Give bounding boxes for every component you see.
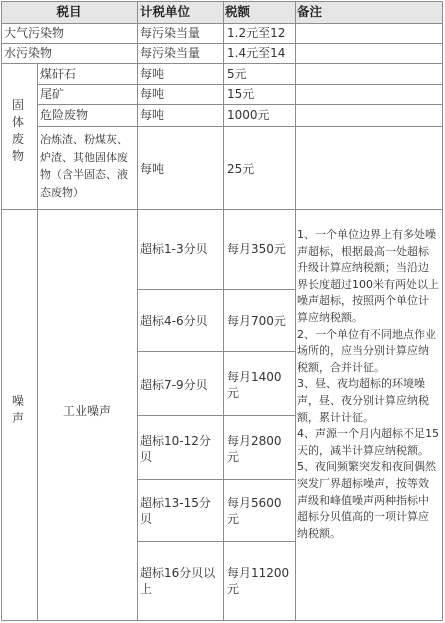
noise-remark: 5、夜间频繁突发和夜间偶然突发厂界超标噪声，按等效声级和峰值噪声两种指标中超标分贝值高的一项计算应纳税额。 [297, 460, 436, 540]
solid-waste-item-name: 冶炼渣、粉煤灰、炉渣、其他固体废物（含半固态、液态废物） [40, 133, 128, 199]
noise-level: 超标7-9分贝 [140, 378, 208, 392]
header-unit: 计税单位 [140, 4, 191, 19]
solid-waste-item-name: 煤矸石 [40, 67, 77, 81]
air-pollutant-amount: 1.2元至12 [227, 26, 286, 40]
solid-waste-item-name: 危险废物 [40, 108, 89, 122]
water-pollutant-amount: 1.4元至14 [227, 46, 286, 60]
industrial-noise-label: 工业噪声 [62, 404, 111, 418]
solid-waste-item-amount: 15元 [227, 87, 255, 101]
solid-waste-category: 固体废物 [11, 98, 24, 163]
noise-level: 超标13-15分贝 [140, 496, 211, 526]
noise-remark: 3、昼、夜均超标的环境噪声，昼、夜分别计算应纳税额，累计计征。 [297, 377, 429, 424]
noise-amount: 每月11200元 [227, 566, 290, 596]
noise-level: 超标1-3分贝 [140, 242, 208, 256]
noise-amount: 每月700元 [227, 314, 286, 328]
noise-amount: 每月350元 [227, 242, 286, 256]
noise-level: 超标4-6分贝 [140, 314, 208, 328]
header-amount: 税额 [225, 4, 251, 19]
noise-level: 超标16分贝以上 [140, 566, 216, 596]
solid-waste-item-amount: 1000元 [227, 108, 270, 122]
noise-remark: 2、一个单位有不同地点作业场所的，应当分别计算应纳税额，合并计征。 [297, 327, 436, 374]
water-pollutant-name: 水污染物 [4, 46, 53, 60]
tax-table [1, 1, 443, 621]
solid-waste-item-name: 尾矿 [40, 87, 65, 101]
noise-remark: 1、一个单位边界上有多处噪声超标，根据最高一处超标升级计算应纳税额；当沿边界长度超过100米有两处以上噪声超标，按照两个单位计算应纳税额。 [297, 228, 439, 324]
header-item: 税目 [56, 4, 82, 19]
solid-waste-item-unit: 每吨 [140, 67, 165, 81]
noise-level: 超标10-12分贝 [140, 434, 211, 464]
solid-waste-item-amount: 5元 [227, 67, 247, 81]
solid-waste-item-amount: 25元 [227, 162, 255, 176]
water-pollutant-unit: 每污染当量 [140, 46, 201, 60]
solid-waste-item-unit: 每吨 [140, 162, 165, 176]
noise-remark: 4、声源一个月内超标不足15天的，减半计算应纳税额。 [297, 427, 439, 457]
noise-category: 噪声 [11, 394, 24, 425]
solid-waste-item-unit: 每吨 [140, 108, 165, 122]
air-pollutant-name: 大气污染物 [4, 26, 65, 40]
noise-amount: 每月5600元 [227, 496, 282, 526]
noise-amount: 每月1400元 [227, 370, 282, 400]
noise-amount: 每月2800元 [227, 434, 282, 464]
solid-waste-item-unit: 每吨 [140, 87, 165, 101]
header-remarks: 备注 [297, 4, 323, 19]
noise-remarks [297, 227, 439, 542]
air-pollutant-unit: 每污染当量 [140, 26, 201, 40]
